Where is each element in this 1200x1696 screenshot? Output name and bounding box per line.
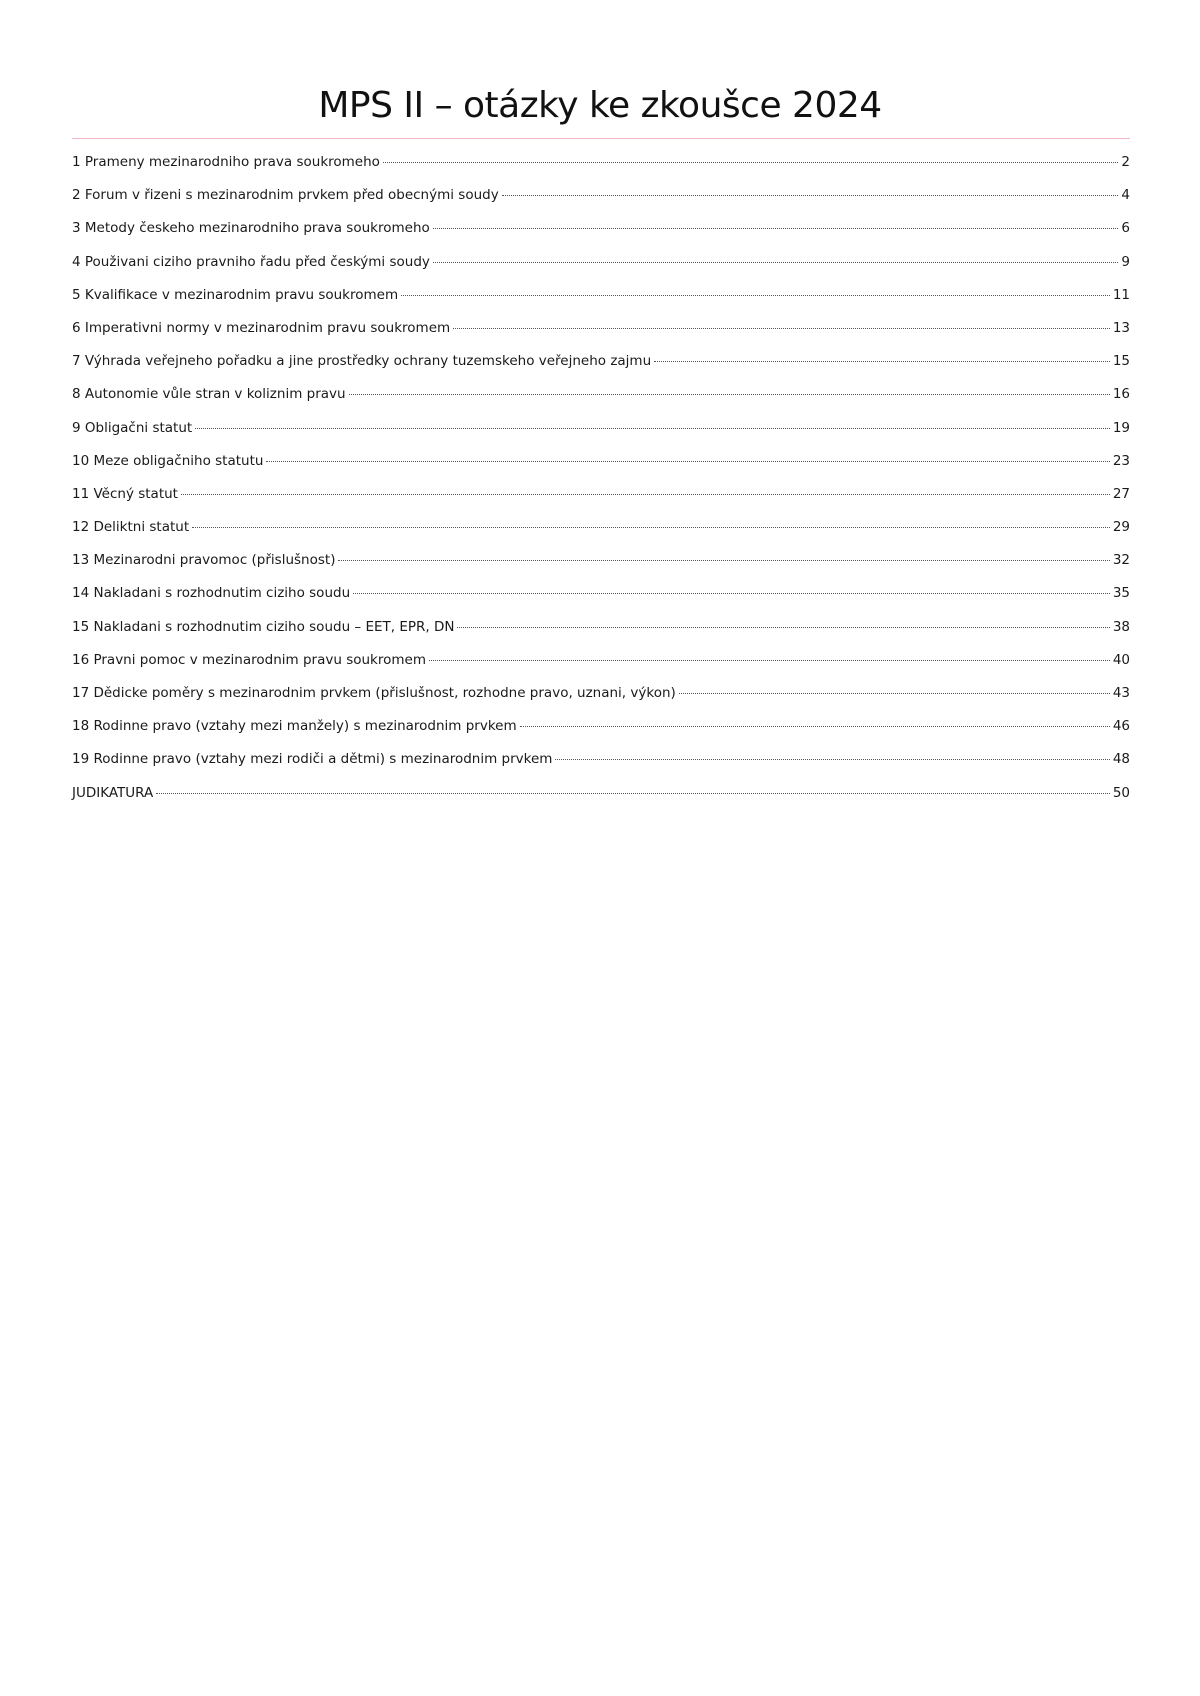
toc-entry[interactable] [72, 353, 1130, 386]
toc-page-number: 27 [1112, 485, 1130, 502]
toc-entry[interactable] [72, 254, 1130, 287]
toc-dot-leader [679, 693, 1110, 694]
toc-entry[interactable] [72, 585, 1130, 618]
toc-entry-title: 6 Imperativni normy v mezinarodnim pravu soukromem [72, 319, 451, 336]
toc-page-number: 29 [1112, 519, 1130, 536]
toc-page-number: 50 [1112, 784, 1130, 801]
toc-dot-leader [266, 461, 1109, 462]
toc-entry-title: 3 Metody českeho mezinarodniho prava soukromeho [72, 220, 430, 237]
toc-entry[interactable] [72, 187, 1130, 220]
toc-entry-title: 19 Rodinne pravo (vztahy mezi rodiči a dětmi) s mezinarodnim prvkem [72, 751, 553, 768]
toc-entry[interactable] [72, 486, 1130, 519]
toc-page-number: 2 [1121, 154, 1130, 170]
toc-entry[interactable] [72, 287, 1130, 320]
toc-entry-title: 8 Autonomie vůle stran v koliznim pravu [72, 386, 346, 403]
toc-entry-title: 7 Výhrada veřejneho pořadku a jine prostředky ochrany tuzemskeho veřejneho zajmu [72, 353, 652, 370]
toc-page-number: 40 [1112, 651, 1130, 668]
toc-dot-leader [353, 593, 1110, 594]
toc-page-number: 35 [1112, 585, 1130, 602]
toc-dot-leader [192, 527, 1110, 528]
toc-entry[interactable] [72, 220, 1130, 253]
toc-dot-leader [181, 494, 1110, 495]
toc-dot-leader [520, 726, 1110, 727]
toc-entry[interactable] [72, 552, 1130, 585]
title-divider [72, 138, 1130, 139]
toc-entry-title: 15 Nakladani s rozhodnutim ciziho soudu – EET, EPR, DN [72, 618, 455, 635]
toc-entry-title: 10 Meze obligačniho statutu [72, 452, 264, 469]
toc-dot-leader [457, 627, 1109, 628]
toc-page-number: 32 [1112, 552, 1130, 569]
toc-page-number: 23 [1112, 452, 1130, 469]
toc-page-number: 9 [1121, 253, 1130, 270]
toc-entry-title: 14 Nakladani s rozhodnutim ciziho soudu [72, 585, 351, 602]
toc-entry[interactable] [72, 453, 1130, 486]
toc-entry[interactable] [72, 519, 1130, 552]
toc-entry-title: 2 Forum v řizeni s mezinarodnim prvkem před obecnými soudy [72, 187, 499, 204]
toc-entry[interactable] [72, 320, 1130, 353]
toc-entry[interactable] [72, 751, 1130, 784]
toc-entry-title: 1 Prameny mezinarodniho prava soukromeho [72, 154, 380, 170]
table-of-contents [72, 154, 1130, 818]
toc-entry[interactable] [72, 619, 1130, 652]
toc-entry[interactable] [72, 420, 1130, 453]
toc-dot-leader [453, 328, 1110, 329]
toc-dot-leader [433, 228, 1119, 229]
toc-dot-leader [502, 195, 1119, 196]
toc-entry[interactable] [72, 785, 1130, 818]
toc-page-number: 19 [1112, 419, 1130, 436]
toc-entry-title: 13 Mezinarodni pravomoc (přislušnost) [72, 552, 336, 569]
toc-page-number: 48 [1112, 751, 1130, 768]
toc-entry-title: 17 Dědicke poměry s mezinarodnim prvkem (přislušnost, rozhodne pravo, uznani, výkon) [72, 685, 676, 701]
toc-page-number: 46 [1112, 718, 1130, 735]
toc-entry-title: 11 Věcný statut [72, 485, 178, 502]
toc-page-number: 13 [1112, 319, 1130, 336]
toc-entry-title: JUDIKATURA [72, 784, 154, 801]
toc-page-number: 38 [1112, 618, 1130, 635]
toc-dot-leader [383, 162, 1118, 163]
toc-entry-title: 4 Použivani ciziho pravniho řadu před českými soudy [72, 253, 430, 270]
toc-entry[interactable] [72, 685, 1130, 718]
toc-dot-leader [433, 262, 1119, 263]
toc-page-number: 15 [1112, 353, 1130, 370]
toc-dot-leader [429, 660, 1110, 661]
toc-page-number: 11 [1112, 286, 1130, 303]
toc-entry[interactable] [72, 718, 1130, 751]
toc-page-number: 16 [1112, 386, 1130, 403]
toc-dot-leader [555, 759, 1109, 760]
toc-entry[interactable] [72, 652, 1130, 685]
toc-entry[interactable] [72, 154, 1130, 187]
toc-entry[interactable] [72, 386, 1130, 419]
toc-dot-leader [156, 793, 1110, 794]
toc-dot-leader [401, 295, 1110, 296]
toc-dot-leader [654, 361, 1110, 362]
toc-entry-title: 5 Kvalifikace v mezinarodnim pravu soukromem [72, 286, 399, 303]
page-title: MPS II – otázky ke zkoušce 2024 [318, 85, 882, 126]
toc-entry-title: 18 Rodinne pravo (vztahy mezi manžely) s mezinarodnim prvkem [72, 718, 517, 735]
toc-entry-title: 12 Deliktni statut [72, 519, 190, 536]
toc-dot-leader [349, 394, 1110, 395]
toc-entry-title: 16 Pravni pomoc v mezinarodnim pravu soukromem [72, 651, 426, 668]
toc-dot-leader [338, 560, 1109, 561]
toc-page-number: 4 [1121, 187, 1130, 204]
toc-page-number: 6 [1121, 220, 1130, 237]
toc-dot-leader [195, 428, 1110, 429]
toc-page-number: 43 [1112, 685, 1130, 701]
toc-entry-title: 9 Obligačni statut [72, 419, 193, 436]
